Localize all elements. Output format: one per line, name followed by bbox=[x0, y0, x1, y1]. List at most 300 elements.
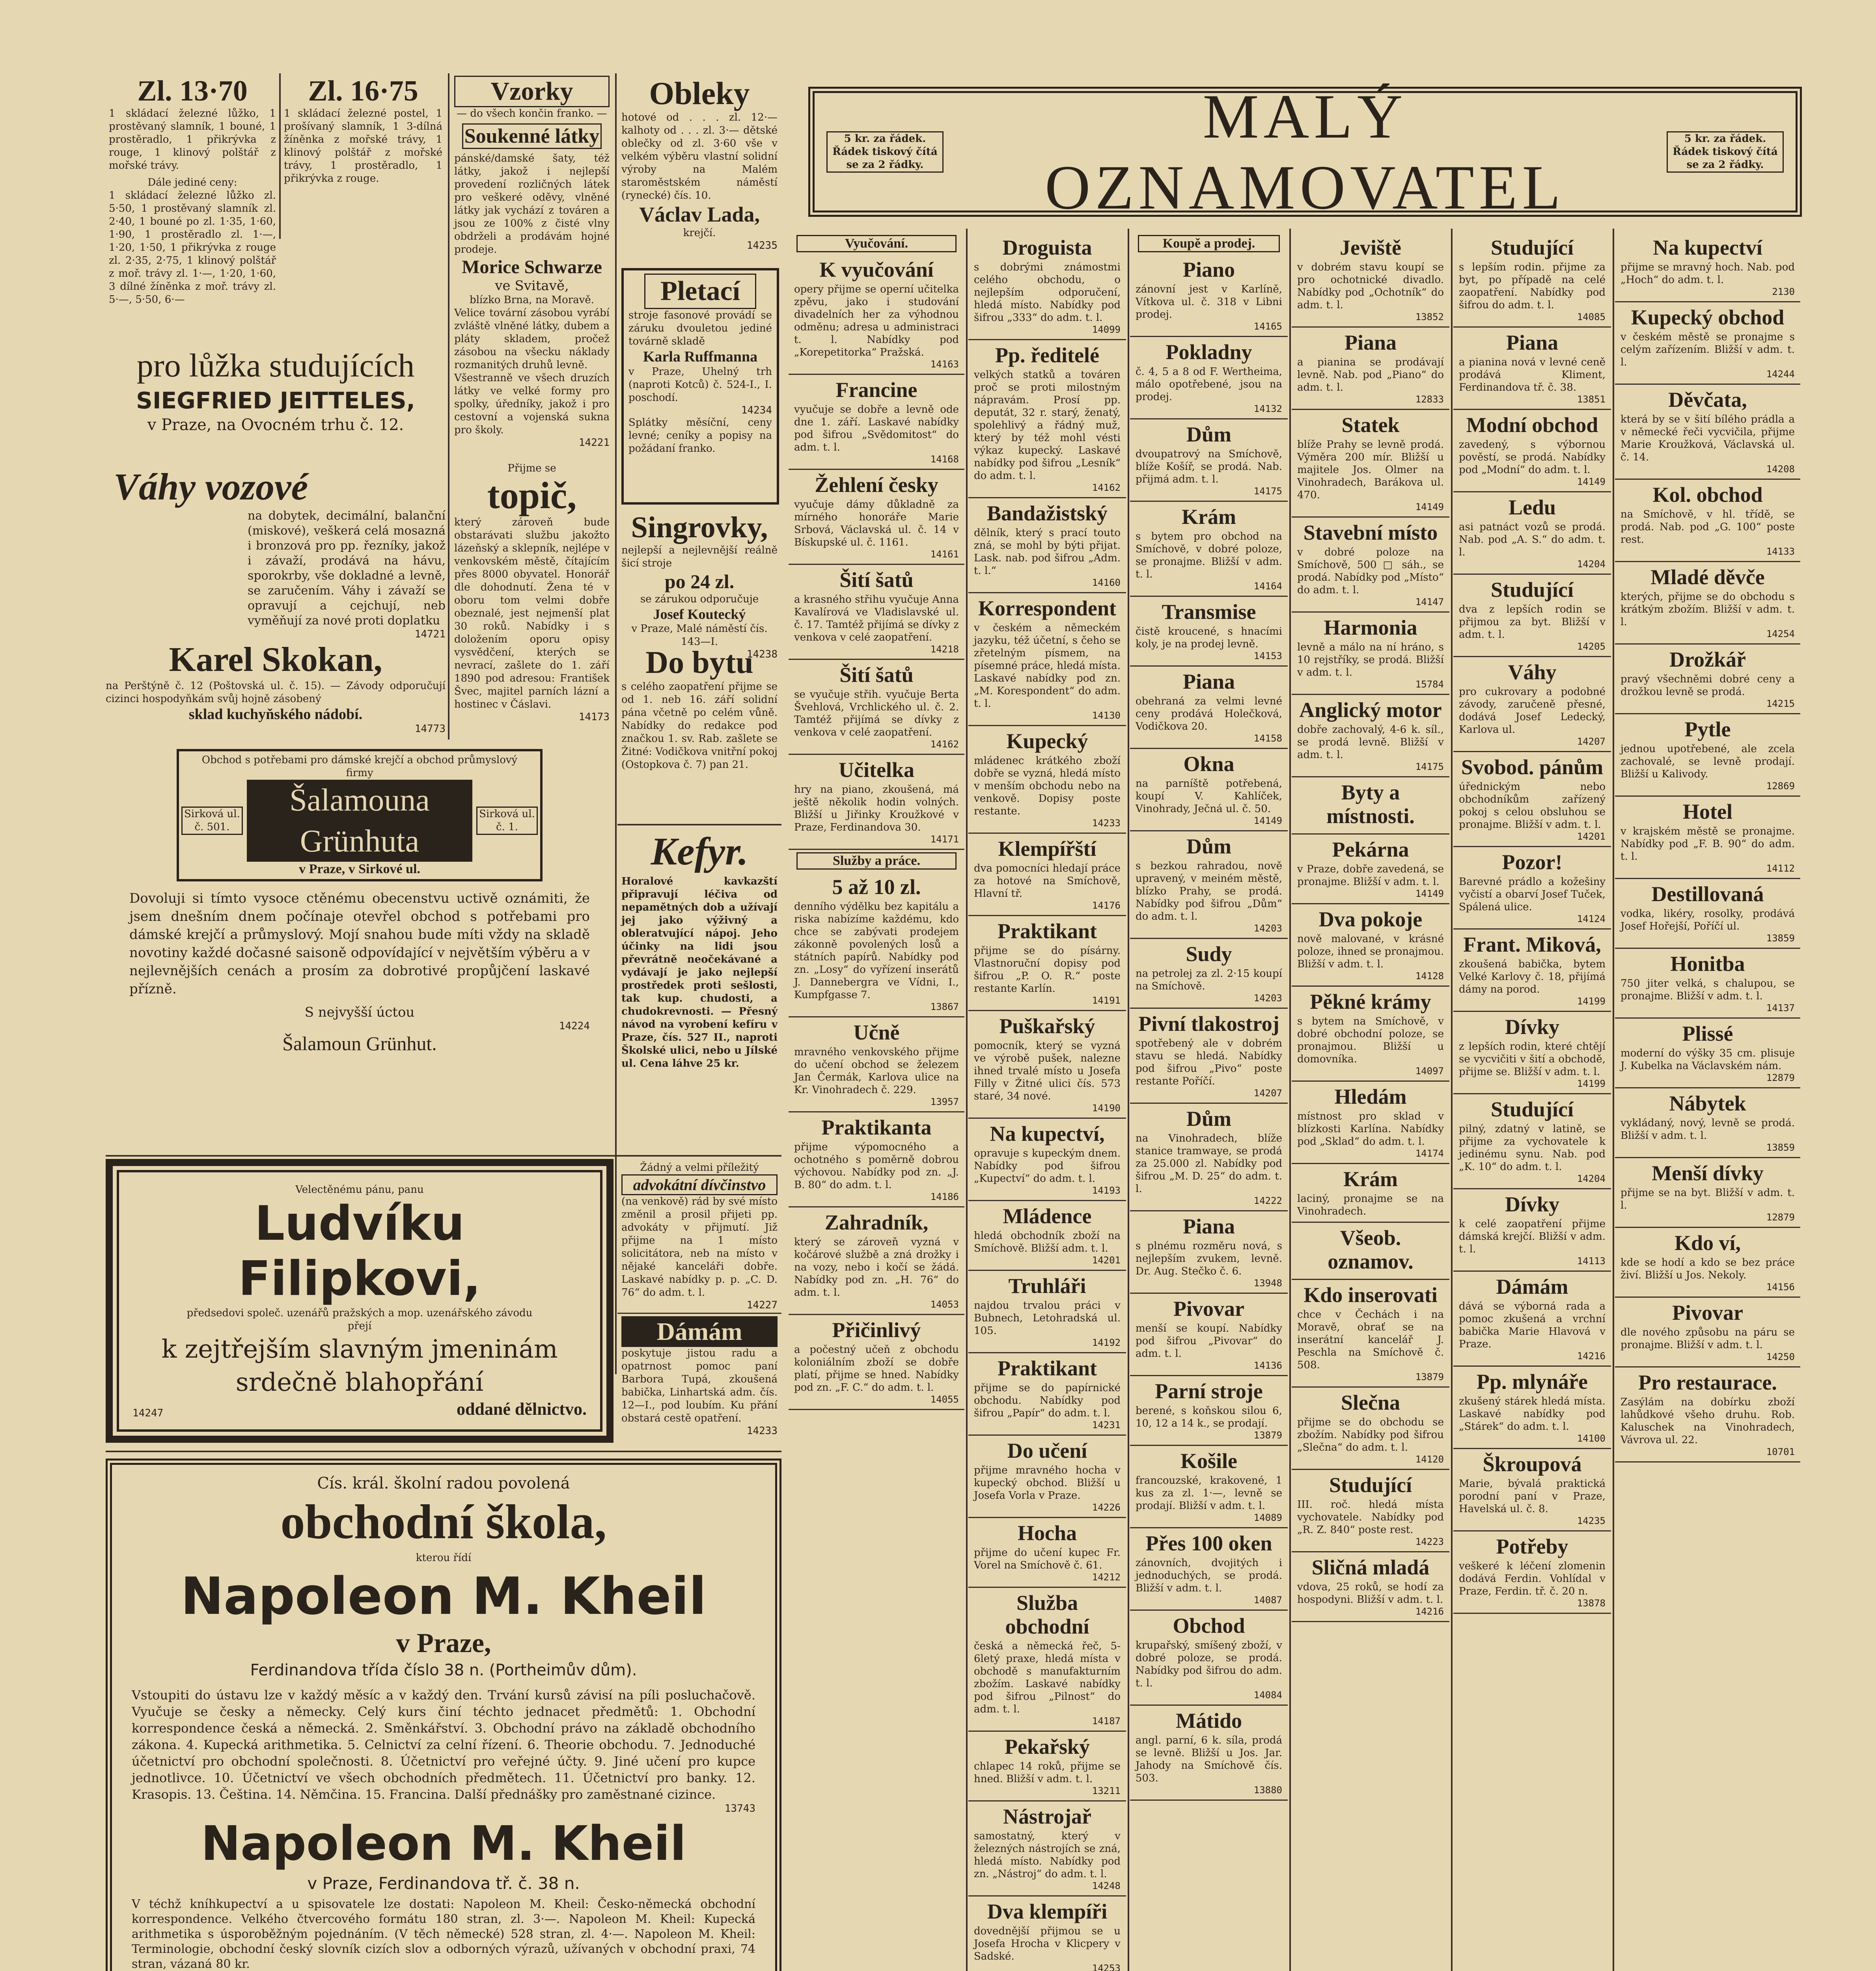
ad-owner: Karel Skokan, bbox=[169, 641, 382, 679]
classified-text: na Smíchově, v hl. třídě, se prodá. Nab. pod „G. 100“ poste rest. bbox=[1621, 509, 1795, 546]
classified-number: 14168 bbox=[930, 454, 959, 465]
ad-number: 14721 bbox=[414, 628, 446, 640]
classified-text: na parníště potřebená, koupí V. Kahlíček, Vinohrady, Ječná ul. č. 50. bbox=[1136, 778, 1282, 815]
classified-number: 13948 bbox=[1253, 1278, 1282, 1289]
classified-text: dva z lepších rodin se přijmou za byt. Bližší v adm. t. l. bbox=[1459, 604, 1606, 641]
classified-text: z lepších rodin, které chtějí se vycvičiti v šití a obchodě, přijme se. Bližší v adm. t. l. bbox=[1459, 1041, 1606, 1078]
ad-label: Soukenné látky bbox=[462, 123, 602, 149]
classified-heading: Pokladny bbox=[1166, 340, 1252, 364]
ad-title: Obleky bbox=[649, 75, 750, 111]
ad-sign: oddané dělnictvo. bbox=[456, 1399, 587, 1419]
classified-text: asi patnáct vozů se prodá. Nab. pod „A. S.“ do adm. t. l. bbox=[1459, 521, 1606, 558]
classified-heading: Puškařský bbox=[999, 1014, 1095, 1038]
classified-ad bbox=[1130, 1528, 1288, 1611]
ad-number: 14233 bbox=[746, 1425, 778, 1437]
classified-number: 14164 bbox=[1253, 581, 1282, 592]
classified-ad bbox=[1615, 797, 1800, 879]
classified-text: s bezkou rahradou, nově upravený, v meiném městě, blízko Prahy, se prodá. Nabídky pod šifrou „Dům“ do adm. t. l. bbox=[1136, 860, 1282, 922]
classified-heading: Praktikanta bbox=[821, 1116, 932, 1139]
classified-heading: Studující bbox=[1490, 578, 1574, 602]
price-ad-left bbox=[106, 73, 279, 345]
ad-text: se zárukou odporučuje bbox=[640, 593, 759, 605]
classified-number: 14248 bbox=[1092, 1880, 1121, 1891]
classified-text: pomocník, který se vyzná ve výrobě pušek, nalezne ihned trvalé místo u Josefa Filly v Žitné ulici čís. 573 staré, 34 nové. bbox=[974, 1040, 1121, 1102]
classified-ad bbox=[1130, 502, 1288, 597]
ad-text: hotové od . . . zl. 12·— kalhoty od . . . zl. 3·— dětské oblečky od zl. 3·60 vše v velkém výběru vlastní solidní výroby na Malém staroměstském náměstí (rynecké) čís. 10. bbox=[621, 112, 778, 201]
classified-ad bbox=[1130, 1446, 1288, 1528]
classified-text: vyučuje se dobře a levně ode dne 1. září. Laskavé nabídky pod šifrou „Svědomitost“ do adm. t. l. bbox=[794, 404, 959, 453]
ad-address: na Perštýně č. 12 (Poštovská ul. č. 15). — Závody odporučují cizinci hospodyňkám svůj hojně zásobený bbox=[106, 680, 446, 705]
classified-number: 13859 bbox=[1766, 933, 1795, 944]
classified-number: 14162 bbox=[930, 739, 959, 750]
ad-title: Vzorky bbox=[454, 76, 610, 107]
classified-number: 14203 bbox=[1253, 923, 1282, 934]
classified-text: přijme se do obchodu se zbožím. Nabídky pod šifrou „Slečna“ do adm. t. l. bbox=[1297, 1416, 1444, 1453]
classified-heading: Droguista bbox=[1002, 236, 1092, 259]
classified-heading: Dámám bbox=[1496, 1275, 1568, 1298]
classified-ad bbox=[1130, 1706, 1288, 1801]
classified-text: v českém a německém jazyku, též účetní, s čeho se zřetelným písmem, na písemné práce, hledá místa. Laskavé nabídky pod zn. „M. Korespondent“ do adm. t. l. bbox=[974, 622, 1121, 710]
classified-number: 14132 bbox=[1253, 403, 1282, 414]
classified-ad bbox=[789, 755, 964, 850]
section-heading: Vyučování. bbox=[796, 235, 957, 252]
classified-number: 14253 bbox=[1092, 1963, 1121, 1971]
classified-number: 14053 bbox=[930, 1299, 959, 1310]
classified-heading: Učitelka bbox=[839, 758, 914, 782]
classified-number: 14192 bbox=[1092, 1337, 1121, 1348]
classified-ad bbox=[1292, 1388, 1449, 1470]
classified-text: čistě kroucené, s hnacími koly, je na prodej levně. bbox=[1136, 626, 1282, 650]
classified-ad bbox=[968, 1588, 1126, 1732]
classified-ad bbox=[1615, 233, 1800, 302]
classified-number: 12879 bbox=[1766, 1212, 1795, 1223]
classified-text: jednou upotřebené, ale zcela zachovalé, se levně prodají. Bližší u Kalivody. bbox=[1621, 743, 1795, 780]
ad-title: obchodní škola, bbox=[280, 1495, 607, 1549]
classified-list bbox=[1453, 233, 1611, 1614]
classified-heading: Statek bbox=[1341, 413, 1400, 437]
classified-column-3 bbox=[1130, 233, 1288, 1971]
classified-number: 13879 bbox=[1253, 1430, 1282, 1441]
classified-ad bbox=[789, 1017, 964, 1112]
price-list: 1 skládací železné lůžko zl. 5·50, 1 prostěvaný slamník zl. 2·40, 1 bouné po zl. 1·35, 1·60, 1·90, 1 prostěradlo zl. 1·—, 1·20, 1·50, 1 přikrývka z rouge zl. 2·35, 2·75, 1 klinový polštář z moř. trávy zl. 1·—, 1·20, 1·60, 3 dílné žíněnka z moř. trávy zl. 5·—, 5·50, 6·— bbox=[109, 190, 276, 306]
classified-column-2 bbox=[968, 233, 1126, 1971]
classified-ad bbox=[968, 1896, 1126, 1971]
ad-name: Napoleon M. Kheil bbox=[201, 1816, 686, 1871]
classified-number: 14120 bbox=[1415, 1454, 1444, 1465]
price-items: 1 skládací železné lůžko, 1 prostěvaný slamník, 1 bouné, 1 prostěradlo, 1 přikrývka z rouge, 1 klinový polštář z mořské trávy. bbox=[109, 108, 276, 171]
classified-heading: Dva klempíři bbox=[987, 1900, 1108, 1923]
classified-ad bbox=[1453, 847, 1611, 930]
classified-ad bbox=[1292, 1470, 1449, 1552]
classified-ad bbox=[789, 1315, 964, 1410]
row-rule bbox=[106, 1451, 781, 1452]
classified-text: se vyučuje střih. vyučuje Berta Švehlová, Vrchlického ul. č. 2. Tamtéž přijímá se dívky z venkova v celé zaopatření. bbox=[794, 689, 959, 738]
classified-heading: Korrespondent bbox=[978, 596, 1117, 620]
masthead-price-left: 5 kr. za řádek. Řádek tiskový čítá se za 2 řádky. bbox=[826, 131, 944, 173]
ad-subtitle: — do všech končin franko. — bbox=[457, 108, 607, 119]
classified-ad bbox=[1292, 1082, 1449, 1164]
kefyr-ad bbox=[617, 824, 781, 1139]
classified-number: 14113 bbox=[1577, 1256, 1606, 1267]
classified-ad bbox=[1615, 1298, 1800, 1367]
classified-text: levně a málo na ní hráno, s 10 rejstříky, se prodá. Bližší v adm. t. l. bbox=[1297, 641, 1444, 678]
classified-number: 14175 bbox=[1253, 486, 1282, 497]
ad-text: s celého zaopatření přijme se od 1. neb 16. září solidní pána včetně po celém vůně. Nabídky do redakce pod značkou 1. sv. Rab. zašlete se Žitné: Vodičkova vnitřní pokoj (Ostopkova č. 7) pan 21. bbox=[621, 681, 778, 771]
classified-ad bbox=[1615, 949, 1800, 1019]
classified-number: 13852 bbox=[1415, 311, 1444, 322]
ad-owner: Václav Lada, bbox=[639, 203, 760, 226]
ad-address: v Praze, Uhelný trh (naproti Kotců) č. 524-I., I. poschodí. bbox=[628, 366, 772, 404]
ad-number: 14235 bbox=[746, 240, 778, 251]
classified-heading: Nástrojař bbox=[1003, 1805, 1091, 1828]
classified-heading: Hocha bbox=[1017, 1521, 1077, 1545]
classified-ad bbox=[968, 1011, 1126, 1119]
classified-text: spotřebený ale v dobrém stavu se hledá. Nabídky pod šifrou „Pivo“ poste restante Poříčí. bbox=[1136, 1038, 1282, 1087]
price-items: 1 skládací železné postel, 1 prošívaný slamník, 1 3-dílná žíněnka z mořské trávy, 1 klinový polštář z mořské trávy, 1 prostěradlo, 1 přikrývka z rouge. bbox=[284, 108, 442, 184]
classified-ad bbox=[1130, 939, 1288, 1009]
classified-ad bbox=[1292, 904, 1449, 987]
classified-text: zkušený stárek hledá místa. Laskavé nabídky pod „Stárek“ do adm. t. l. bbox=[1459, 1395, 1606, 1433]
masthead-price-right: 5 kr. za řádek. Řádek tiskový čítá se za 2 řádky. bbox=[1667, 131, 1784, 173]
classified-number: 14161 bbox=[930, 549, 959, 560]
classified-column-4 bbox=[1292, 233, 1449, 1971]
classified-number: 14149 bbox=[1415, 501, 1444, 512]
classified-heading: Anglický motor bbox=[1299, 698, 1442, 722]
classified-text: najdou trvalou práci v Bubnech, Letohradská ul. 105. bbox=[974, 1300, 1121, 1337]
classified-heading: Potřeby bbox=[1496, 1535, 1568, 1558]
classified-number: 14216 bbox=[1415, 1606, 1444, 1617]
classified-column-6 bbox=[1615, 233, 1800, 1971]
classified-list bbox=[789, 872, 964, 1410]
classified-number: 14187 bbox=[1092, 1716, 1121, 1727]
classified-number: 14137 bbox=[1766, 1002, 1795, 1013]
classified-ad bbox=[1615, 645, 1800, 714]
classified-number: 14205 bbox=[1577, 641, 1606, 652]
classified-ad bbox=[1453, 1367, 1611, 1449]
classified-text: a krasného střihu vyučuje Anna Kavalírová ve Vladislavské ul. č. 17. Tamtéž přijímá se dívky z venkova v celé zaopatření. bbox=[794, 594, 959, 643]
classified-heading: K vyučování bbox=[819, 258, 934, 281]
classified-ad bbox=[1292, 1280, 1449, 1388]
classified-text: zánovních, dvojitých i jednoduchých, se prodá. Bližší v adm. t. l. bbox=[1136, 1557, 1282, 1594]
classified-heading: Pp. ředitelé bbox=[995, 343, 1099, 367]
classified-number: 14235 bbox=[1577, 1515, 1606, 1526]
ad-address: Ferdinandova třída číslo 38 n. (Portheimův dům). bbox=[250, 1661, 637, 1679]
classified-heading: Dívky bbox=[1505, 1015, 1560, 1039]
classified-heading: Váhy bbox=[1508, 660, 1557, 684]
column-rule bbox=[1128, 229, 1129, 1971]
classified-ad bbox=[1130, 831, 1288, 939]
classified-ad bbox=[1130, 1009, 1288, 1104]
classified-ad bbox=[1130, 337, 1288, 419]
classified-number: 14204 bbox=[1577, 559, 1606, 570]
classified-text: vykládaný, nový, levně se prodá. Bližší v adm. t. l. bbox=[1621, 1117, 1795, 1142]
classified-ad bbox=[1615, 1019, 1800, 1088]
column-rule bbox=[615, 73, 617, 1374]
classified-heading: Pp. mlynáře bbox=[1477, 1370, 1588, 1393]
classified-ad bbox=[1453, 1531, 1611, 1614]
classified-ad bbox=[968, 233, 1126, 340]
classified-text: kde se hodí a kdo se bez práce živí. Bližší u Jos. Nekoly. bbox=[1621, 1257, 1795, 1281]
ad-firm-label: firmy bbox=[346, 767, 373, 779]
classified-text: která by se v šití bílého prádla a v německé řeči vycvičila, přijme Marie Kroužková, Václavská ul. č. 14. bbox=[1621, 414, 1795, 463]
classified-ad bbox=[1453, 930, 1611, 1012]
classified-text: č. 4, 5 a 8 od F. Wertheima, málo opotřebené, jsou na prodej. bbox=[1136, 366, 1282, 403]
obleky-ad bbox=[617, 73, 781, 251]
classified-number: 14226 bbox=[1092, 1502, 1121, 1513]
classified-heading: Přičinlivý bbox=[832, 1318, 921, 1342]
classified-ad bbox=[1130, 749, 1288, 831]
classified-text: zkoušená babička, bytem Velké Karlovy č. 18, přijímá dámy na porod. bbox=[1459, 958, 1606, 995]
classified-number: 14133 bbox=[1766, 546, 1795, 557]
classified-text: mládenec krátkého zboží dobře se vyzná, hledá místo v menším obchodu nebo na venkově. Dopisy poste restante. bbox=[974, 755, 1121, 817]
classified-heading: Mládence bbox=[1003, 1204, 1092, 1228]
classified-heading: Studující bbox=[1329, 1473, 1412, 1497]
classified-number: 12879 bbox=[1766, 1072, 1795, 1083]
classified-number: 14175 bbox=[1415, 761, 1444, 772]
classified-ad bbox=[1615, 385, 1800, 480]
classified-heading: Parní stroje bbox=[1155, 1379, 1263, 1403]
classified-ad bbox=[1615, 1158, 1800, 1228]
classified-text: chce v Čechách i na Moravě, obrať se na inserátní kancelář J. Peschla na Smíchově č. 508. bbox=[1297, 1309, 1444, 1371]
classified-text: vodka, likéry, rosolky, prodává Josef Hořejší, Poříčí ul. bbox=[1621, 908, 1795, 932]
classified-heading: Košile bbox=[1180, 1449, 1237, 1473]
ad-title: pro lůžka studujících bbox=[136, 347, 415, 384]
classified-ad bbox=[968, 340, 1126, 498]
classified-ad bbox=[1615, 562, 1800, 645]
classified-number: 14149 bbox=[1253, 815, 1282, 826]
ad-region: blízko Brna, na Moravě. bbox=[469, 294, 594, 306]
ad-respect: S nejvyšší úctou bbox=[304, 1004, 415, 1020]
classified-heading: Byty a místnosti. bbox=[1326, 781, 1415, 828]
ad-firm: Morice Schwarze bbox=[462, 257, 602, 278]
classified-text: berené, s koňskou silou 6, 10, 12 a 14 k., se prodají. bbox=[1136, 1405, 1282, 1429]
classified-number: 14222 bbox=[1253, 1195, 1282, 1206]
classified-ad bbox=[1453, 1449, 1611, 1531]
classified-ad bbox=[789, 1207, 964, 1315]
classified-column-1 bbox=[789, 233, 964, 1971]
classified-text: Marie, bývalá praktická porodní paní v Praze, Havelská ul. č. 8. bbox=[1459, 1478, 1606, 1515]
classified-text: s bytem na Smíchově, v dobré obchodní poloze, se pronajmou. Bližší u domovníka. bbox=[1297, 1015, 1444, 1065]
classified-text: přijme se na byt. Bližší v adm. t. l. bbox=[1621, 1187, 1795, 1211]
ad-owner: Karla Ruffmanna bbox=[643, 348, 758, 365]
classified-heading: Plissé bbox=[1682, 1022, 1733, 1045]
classified-heading: Ledu bbox=[1508, 496, 1556, 519]
classified-text: na petrolej za zl. 2·15 koupí na Smíchově. bbox=[1136, 968, 1282, 992]
classified-heading: Studující bbox=[1490, 1097, 1574, 1121]
classified-ad bbox=[1453, 1012, 1611, 1094]
classified-text: francouzské, krakovené, 1 kus za zl. 1·—, levně se prodají. Bližší v adm. t. l. bbox=[1136, 1475, 1282, 1512]
classified-ad bbox=[968, 1518, 1126, 1588]
classified-number: 14204 bbox=[1577, 1173, 1606, 1184]
kheil-ad bbox=[106, 1459, 781, 1971]
classified-heading: Do učení bbox=[1007, 1439, 1087, 1462]
classified-number: 13851 bbox=[1577, 394, 1606, 405]
classified-ad bbox=[1453, 1189, 1611, 1272]
classified-ad bbox=[1292, 1164, 1449, 1223]
classified-text: a pianina se prodávají levně. Nab. pod „Piano“ do adm. t. l. bbox=[1297, 356, 1444, 393]
classified-heading: Piana bbox=[1344, 331, 1397, 354]
classified-number: 14190 bbox=[1092, 1103, 1121, 1114]
classified-ad bbox=[968, 1271, 1126, 1353]
classified-number: 14216 bbox=[1577, 1351, 1606, 1362]
classified-heading: Hledám bbox=[1334, 1085, 1407, 1108]
classified-heading: Sličná mladá bbox=[1311, 1556, 1430, 1579]
classified-ad bbox=[1130, 667, 1288, 749]
classified-number: 14124 bbox=[1577, 913, 1606, 924]
classified-heading: Menší dívky bbox=[1652, 1161, 1764, 1185]
classified-number: 14186 bbox=[930, 1191, 959, 1202]
classified-text: velkých statků a továren proč se proti milostným nápravám. Prosí pp. deputát, 32 r. starý, ženatý, spolehlivý a řádný muž, který by též mohl vésti výkaz kupecký. Laskavé nabídky pod šifrou „Lesník“ do adm. t. l. bbox=[974, 369, 1121, 482]
classified-number: 14084 bbox=[1253, 1690, 1282, 1701]
ad-text: Velice tovární zásobou vyrábí zvláště vlněné látky, dubem a pláty skladem, pročež zásobou na všecku náklady rozmanitých druhů levně. bbox=[454, 307, 610, 371]
classified-ad bbox=[1292, 613, 1449, 695]
classified-text: a počestný učeň z obchodu koloniálním zboží se dobře platí, přijme se hned. Nabídky pod zn. „F. C.“ do adm. t. l. bbox=[794, 1344, 959, 1393]
classified-text: přijme výpomocného a ochotného s poměrně dobrou výchovou. Nabídky pod zn. „J. B. 80“ do adm. t. l. bbox=[794, 1141, 959, 1191]
ad-title: předsedovi společ. uzenářů pražských a mop. uzenářského závodu bbox=[186, 1307, 533, 1319]
classified-heading: Přes 100 oken bbox=[1145, 1531, 1272, 1555]
vzorky-ad bbox=[450, 73, 614, 460]
ad-title: Dámám bbox=[621, 1316, 778, 1347]
row-rule bbox=[106, 1155, 781, 1157]
classified-ad bbox=[1130, 1294, 1288, 1376]
classified-text: přijme do učení kupec Fr. Vorel na Smíchově č. 61. bbox=[974, 1547, 1121, 1571]
classified-heading: Dva pokoje bbox=[1318, 907, 1423, 931]
ad-salutation: Velectěnému pánu, panu bbox=[295, 1184, 424, 1196]
classified-number: 14085 bbox=[1577, 311, 1606, 322]
classified-ad bbox=[968, 1201, 1126, 1271]
classified-heading: Krám bbox=[1182, 505, 1236, 529]
ad-firm: SIEGFRIED JEITTELES, bbox=[136, 387, 415, 414]
classified-ad bbox=[1130, 255, 1288, 337]
classified-text: v dobrém stavu koupí se pro ochotnické divadlo. Nabídky pod „Ochotník“ do adm. t. l. bbox=[1297, 261, 1444, 311]
ad-wish: přejí bbox=[347, 1320, 372, 1332]
ad-name: Napoleon M. Kheil bbox=[181, 1566, 707, 1626]
classified-number: 14165 bbox=[1253, 321, 1282, 332]
classified-number: 14218 bbox=[930, 644, 959, 655]
classified-text: dovednější přijmou se u Josefa Hrocha v Klicpery v Sadské. bbox=[974, 1925, 1121, 1962]
salamoun-frame bbox=[177, 749, 543, 881]
classified-number: 14158 bbox=[1253, 733, 1282, 744]
classified-ad bbox=[1292, 777, 1449, 835]
classified-heading: Na kupectví bbox=[1653, 236, 1762, 259]
classified-heading: Transmise bbox=[1162, 600, 1256, 624]
classified-ad bbox=[1453, 657, 1611, 752]
classified-heading: Mátido bbox=[1176, 1709, 1242, 1733]
classified-ad bbox=[968, 1801, 1126, 1896]
ad-number: 14224 bbox=[559, 1020, 590, 1032]
classified-ad bbox=[1453, 1094, 1611, 1189]
ad-subtitle: kterou řídí bbox=[416, 1552, 472, 1564]
classified-number: 12869 bbox=[1766, 781, 1795, 792]
ad-number: 14238 bbox=[746, 648, 778, 660]
price-heading: Zl. 16·75 bbox=[308, 75, 418, 107]
classified-text: veškeré k léčení zlomenin dodává Ferdin. Vohlídal v Praze, Ferdin. tř. č. 20 n. bbox=[1459, 1560, 1606, 1597]
column-rule bbox=[279, 73, 281, 239]
classified-ad bbox=[1615, 714, 1800, 797]
ad-city: v Praze, v Sirkové ul. bbox=[299, 862, 420, 876]
classified-heading: Dům bbox=[1186, 423, 1231, 446]
ad-text: nejlepší a nejlevnější reálně šicí stroje bbox=[621, 544, 778, 569]
classified-number: 14147 bbox=[1415, 596, 1444, 607]
classified-text: zánovní jest v Karlíně, Vítkova ul. č. 318 v Libni prodej. bbox=[1136, 283, 1282, 320]
classified-number: 14162 bbox=[1092, 482, 1121, 493]
classified-list bbox=[968, 233, 1126, 1971]
price-heading: Zl. 13·70 bbox=[137, 75, 248, 107]
ad-address: v Praze, na Ovocném trhu č. 12. bbox=[147, 416, 404, 434]
classified-ad bbox=[1292, 233, 1449, 328]
classified-text: v Praze, dobře zavedená, se pronajme. Bližší v adm. t. l. bbox=[1297, 863, 1444, 888]
classified-heading: Bandažistský bbox=[986, 501, 1108, 525]
classified-text: zavedený, s výbornou pověstí, se prodá. Nabídky pod „Modní“ do adm. t. l. bbox=[1459, 439, 1606, 476]
classified-heading: Obchod bbox=[1173, 1614, 1245, 1638]
classified-ad bbox=[1453, 410, 1611, 492]
ad-books: V téchž kníhkupectví a u spisovatele lze dostati: Napoleon M. Kheil: Česko-německá obchodní korrespondence. Velkého čtvercového formátu 180 stran, zl. 3·—. Napoleon M. Kheil: Kupecká arithmetika s úsporoběžným pojednáním. (V těch německé) 528 stran, zl. 4·—. Napoleon M. Kheil: Terminologie, obchodní český slovník cizích slov a odborných výrazů, užívaných v obchodní praxi, 74 stran, vázaná 80 kr. bbox=[132, 1897, 755, 1971]
classified-text: dělník, který s prací touto zná, se mohl by býti přijat. Lask. nab. pod šifrou „Adm. t. l.“ bbox=[974, 527, 1121, 577]
topic-ad bbox=[450, 460, 614, 743]
classified-number: 14207 bbox=[1253, 1088, 1282, 1099]
classified-ad bbox=[1130, 419, 1288, 502]
classified-number: 14176 bbox=[1092, 900, 1121, 911]
classified-number: 13879 bbox=[1415, 1371, 1444, 1382]
ad-sign: Šalamoun Grünhut. bbox=[282, 1032, 437, 1054]
classified-list bbox=[1130, 255, 1288, 1801]
classified-number: 14128 bbox=[1415, 971, 1444, 982]
classified-ad bbox=[1130, 597, 1288, 667]
classified-number: 14156 bbox=[1766, 1282, 1795, 1293]
classified-heading: Praktikant bbox=[997, 919, 1097, 943]
classified-text: pravý všechněmi dobré ceny a drožkou levně se prodá. bbox=[1621, 673, 1795, 698]
classified-text: dobře zachovalý, 4-6 k. síl., se prodá levně. Bližší v adm. t. l. bbox=[1297, 724, 1444, 761]
classified-heading: Pivní tlakostroj bbox=[1138, 1012, 1279, 1036]
classified-ad bbox=[1615, 480, 1800, 562]
classified-ad bbox=[789, 470, 964, 565]
classified-list bbox=[1292, 233, 1449, 1622]
classified-heading: Kdo inserovati bbox=[1304, 1283, 1438, 1307]
classified-ad bbox=[968, 916, 1126, 1011]
ad-number: 14227 bbox=[746, 1299, 778, 1311]
classified-text: dle nového způsobu na páru se pronajme. Bližší v adm. t. l. bbox=[1621, 1326, 1795, 1351]
classified-ad bbox=[968, 498, 1126, 593]
classified-ad bbox=[1292, 328, 1449, 410]
filipek-ad bbox=[106, 1159, 614, 1443]
classified-ad bbox=[1453, 328, 1611, 410]
classified-text: menší se koupí. Nabídky pod šifrou „Pivovar“ do adm. t. l. bbox=[1136, 1323, 1282, 1360]
classified-ad bbox=[1615, 1088, 1800, 1158]
classified-text: krupařský, smíšený zboží, v dobré poloze, se prodá. Nabídky pod šifrou do adm. t. l. bbox=[1136, 1639, 1282, 1689]
classified-number: 14191 bbox=[1092, 995, 1121, 1006]
classified-text: blíže Prahy se levně prodá. Výměra 200 mír. Bližší u majitele Jos. Olmer na Vinohradech, Barákova ul. 470. bbox=[1297, 439, 1444, 501]
classified-heading: Kol. obchod bbox=[1652, 483, 1763, 507]
classified-text: s dobrými známostmi celého obchodu, o nejlepším odporučení, hledá místo. Nabídky pod šifrou „333“ do adm. t. l. bbox=[974, 261, 1121, 324]
classified-heading: Svobod. pánům bbox=[1461, 755, 1604, 779]
classified-heading: Piano bbox=[1182, 258, 1235, 281]
ad-title: Kefyr. bbox=[651, 829, 748, 873]
classified-heading: Honitba bbox=[1670, 952, 1745, 976]
classified-ad bbox=[1130, 1611, 1288, 1706]
ad-text: který zároveň bude obstarávati službu jakožto lázeňský a sklepník, nejlépe v venkovském městě, čítajícím přes 8000 obyvatel. Honorář dle dohodnutí. Žena té v oboru tom velmi dobře obeznalé, jest nejmenší plat 30 roků. Nabídky i s doložením oporu opisy vysvědčení, kterých se nevrací, zašlete do 1. září 1890 pod adresou: František Švec, majitel parních lázní a hostinec v Čáslavi. bbox=[454, 516, 610, 710]
classified-number: 12833 bbox=[1415, 394, 1444, 405]
classified-ad bbox=[789, 255, 964, 375]
classified-text: přijme se do papírnické obchodu. Nabídky pod šifrou „Papír“ do adm. t. l. bbox=[974, 1382, 1121, 1419]
ad-job: krejčí. bbox=[683, 227, 716, 239]
classified-ad bbox=[1453, 1272, 1611, 1367]
classified-text: k celé zaopatření přijme dámská krejčí. Bližší v adm. t. l. bbox=[1459, 1218, 1606, 1255]
ad-city: ve Svitavě, bbox=[495, 278, 569, 294]
classified-number: 15784 bbox=[1415, 679, 1444, 690]
ad-title: topič, bbox=[487, 474, 577, 516]
classified-text: s lepším rodin. přijme za byt, po případě na celé zaopatření. Nabídky pod šifrou do adm. t. l. bbox=[1459, 261, 1606, 311]
do-bytu-ad bbox=[617, 643, 781, 824]
